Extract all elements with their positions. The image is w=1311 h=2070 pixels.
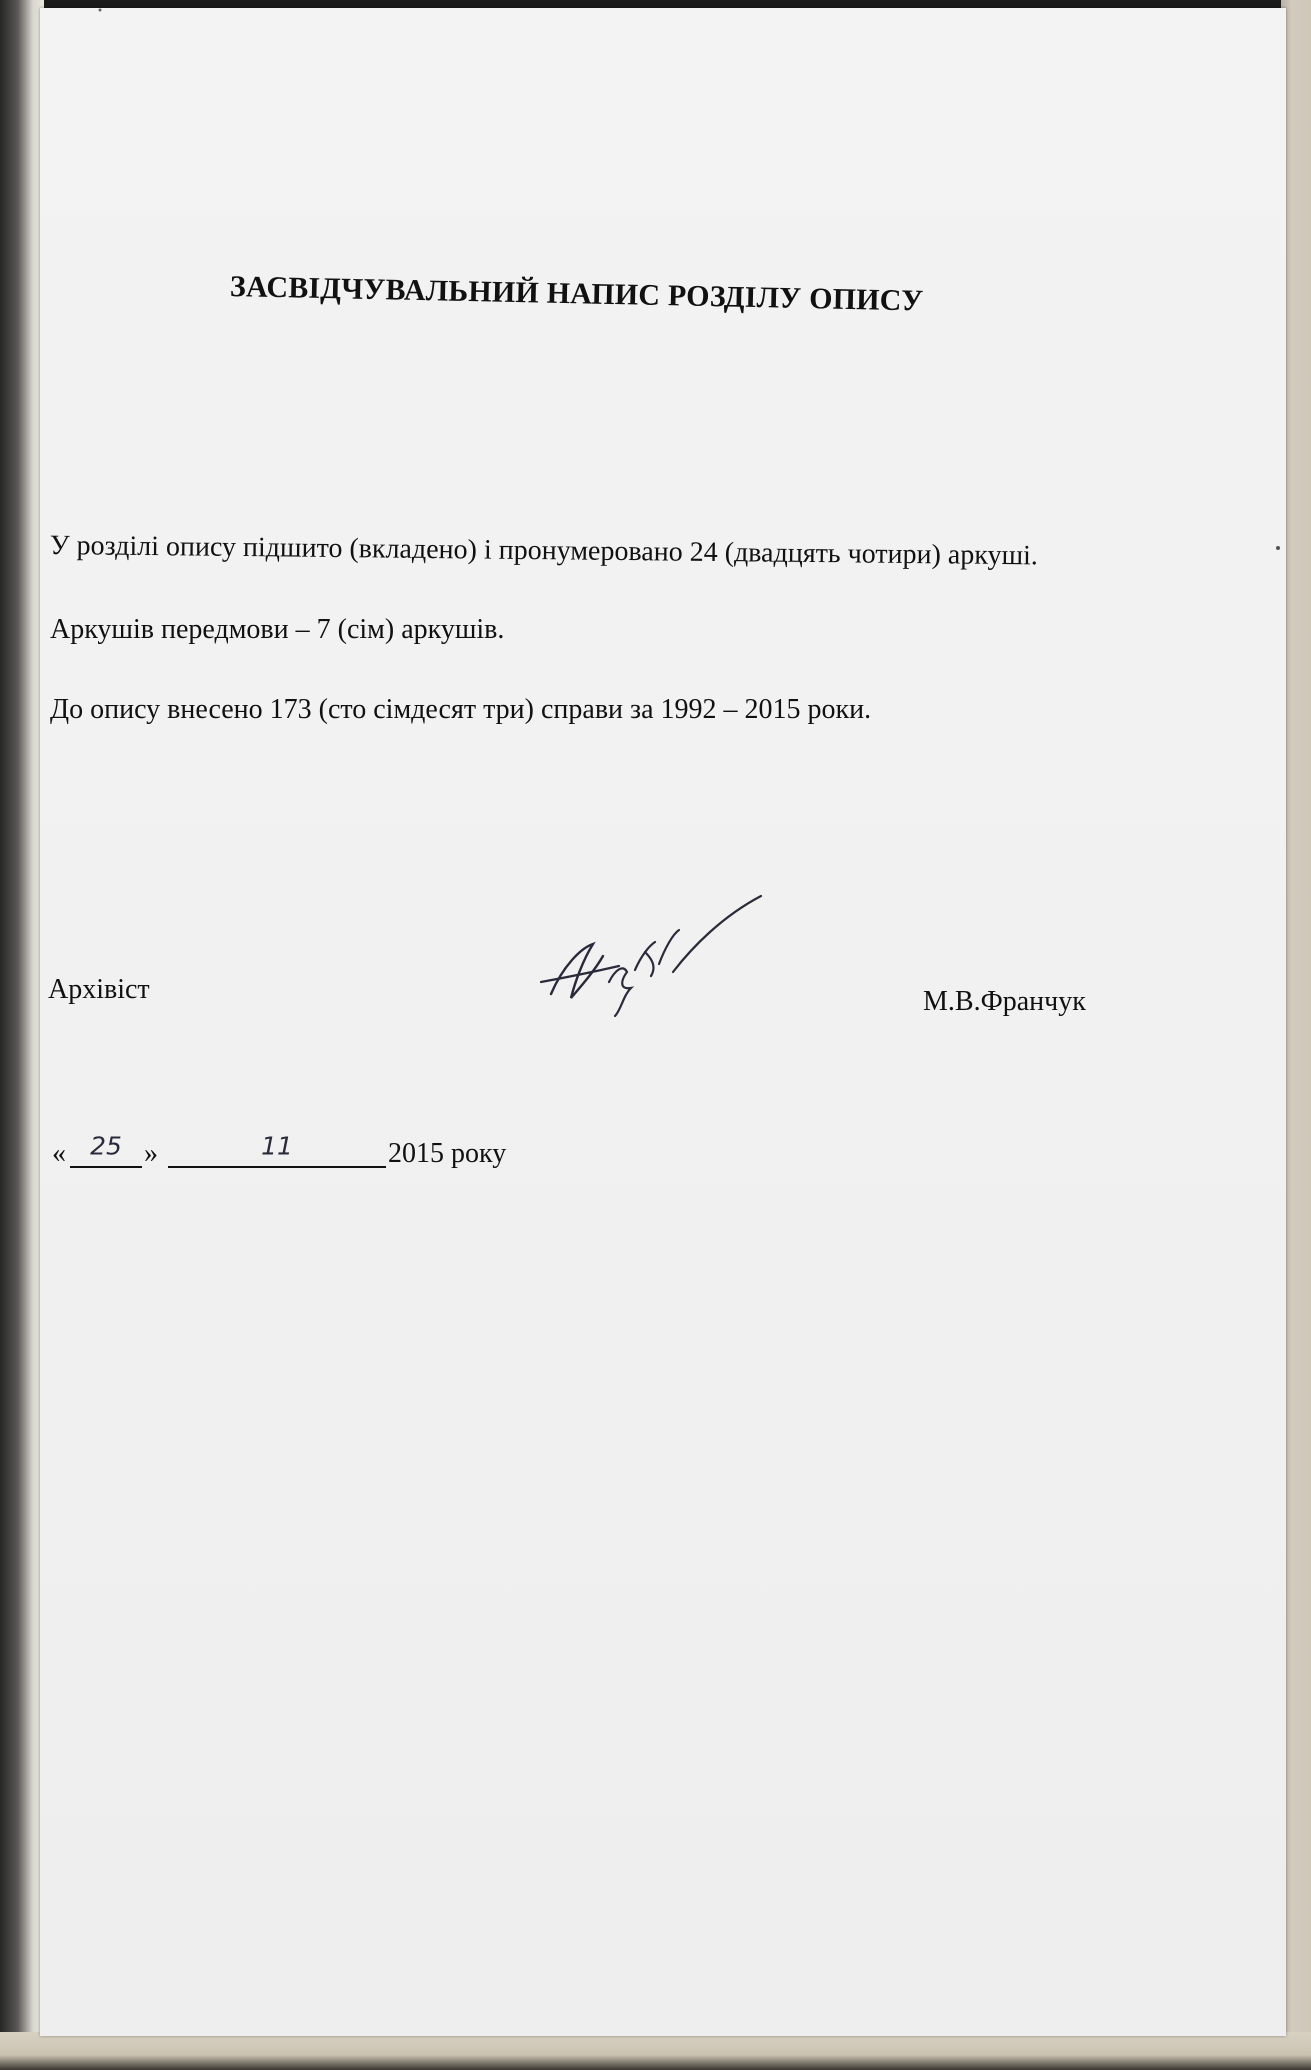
svg-text:25: 25 [90, 1131, 122, 1161]
signature-row [48, 958, 1148, 1058]
date-close-quote: » [144, 1138, 158, 1169]
svg-text:11: 11 [261, 1131, 293, 1161]
document-page [40, 8, 1286, 2036]
date-month-field [168, 1118, 386, 1168]
signatory-name: М.В.Франчук [923, 986, 1086, 1017]
date-day-field [70, 1118, 142, 1168]
date-year-text: 2015 року [388, 1138, 507, 1169]
handwritten-month [168, 1118, 386, 1166]
handwritten-signature [523, 886, 783, 1026]
folder-cover-bottom-edge [0, 2032, 1311, 2070]
paragraph-sheets-count: У розділі опису підшито (вкладено) і пронумеровано 24 (двадцять чотири) аркуші. [49, 529, 1039, 572]
document-body [50, 528, 1190, 764]
paragraph-files-count: До опису внесено 173 (сто сімдесят три) справи за 1992 – 2015 роки. [50, 694, 872, 725]
signatory-role: Архівіст [48, 974, 150, 1005]
folder-cover-left-edge [0, 0, 44, 2070]
date-line [52, 1118, 652, 1178]
date-open-quote: « [52, 1138, 66, 1169]
handwritten-day [70, 1118, 142, 1166]
document-title: ЗАСВІДЧУВАЛЬНИЙ НАПИС РОЗДІЛУ ОПИСУ [229, 270, 924, 318]
paragraph-preface-sheets: Аркушів передмови – 7 (сім) аркушів. [50, 614, 505, 645]
